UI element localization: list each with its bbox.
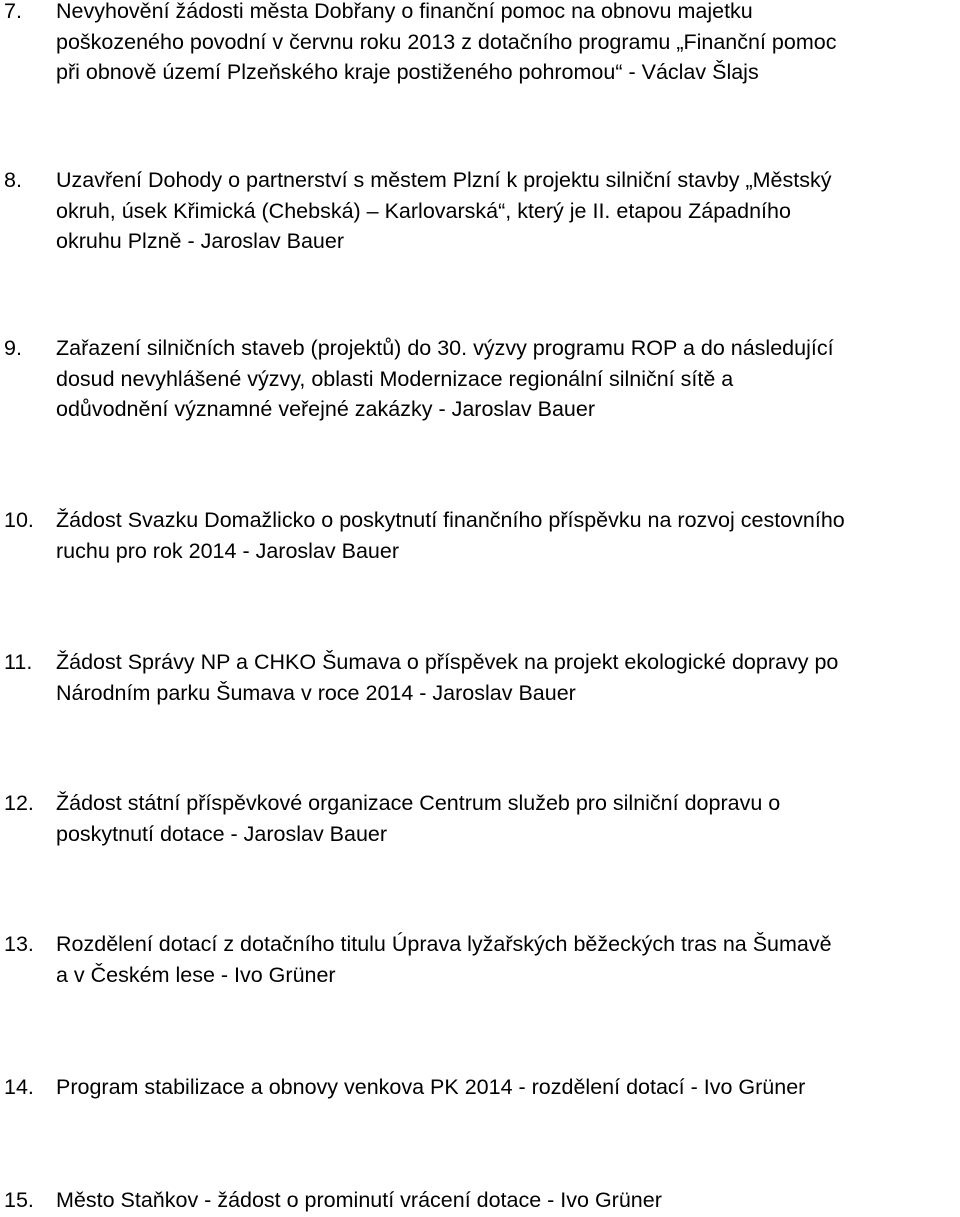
item-text-line: Rozdělení dotací z dotačního titulu Úprava lyžařských běžeckých tras na Šumavě bbox=[56, 932, 832, 956]
item-text-line: Nevyhovění žádosti města Dobřany o finanční pomoc na obnovu majetku bbox=[56, 0, 753, 23]
item-number: 8. bbox=[4, 168, 22, 192]
item-number: 12. bbox=[4, 791, 34, 815]
item-number: 11. bbox=[4, 650, 33, 674]
item-text-line: Zařazení silničních staveb (projektů) do 30. výzvy programu ROP a do následující bbox=[56, 336, 834, 360]
item-text-line: Program stabilizace a obnovy venkova PK 2014 - rozdělení dotací - Ivo Grüner bbox=[56, 1075, 806, 1099]
item-text-line: okruhu Plzně - Jaroslav Bauer bbox=[56, 229, 345, 253]
item-text bbox=[56, 505, 958, 566]
item-text bbox=[56, 1072, 958, 1103]
item-text bbox=[56, 333, 958, 425]
agenda-item-10 bbox=[0, 505, 958, 566]
agenda-item-9 bbox=[0, 333, 958, 425]
item-text-line: Žádost Správy NP a CHKO Šumava o příspěvek na projekt ekologické dopravy po bbox=[56, 650, 839, 674]
item-text bbox=[56, 165, 958, 257]
agenda-item-11 bbox=[0, 647, 958, 708]
item-number: 13. bbox=[4, 932, 34, 956]
item-text bbox=[56, 929, 958, 990]
item-number: 9. bbox=[4, 336, 22, 360]
item-text bbox=[56, 0, 958, 88]
item-number: 10. bbox=[4, 508, 34, 532]
item-text bbox=[56, 647, 958, 708]
item-text-line: poškozeného povodní v červnu roku 2013 z dotačního programu „Finanční pomoc bbox=[56, 29, 837, 54]
agenda-item-15 bbox=[0, 1185, 958, 1216]
agenda-item-8 bbox=[0, 165, 958, 257]
item-text-line: okruh, úsek Křimická (Chebská) – Karlovarská“, který je II. etapou Západního bbox=[56, 198, 791, 223]
agenda-item-7 bbox=[0, 0, 958, 88]
agenda-item-12 bbox=[0, 788, 958, 849]
item-text-line: Žádost státní příspěvkové organizace Centrum služeb pro silniční dopravu o bbox=[56, 791, 781, 815]
item-text-line: ruchu pro rok 2014 - Jaroslav Bauer bbox=[56, 538, 399, 563]
item-text-line: dosud nevyhlášené výzvy, oblasti Modernizace regionální silniční sítě a bbox=[56, 366, 734, 391]
item-text-line: Uzavření Dohody o partnerství s městem Plzní k projektu silniční stavby „Městský bbox=[56, 168, 832, 192]
agenda-item-13 bbox=[0, 929, 958, 990]
item-text-line: při obnově území Plzeňského kraje postiženého pohromou“ - Václav Šlajs bbox=[56, 60, 759, 84]
agenda-item-14 bbox=[0, 1072, 958, 1103]
item-text bbox=[56, 788, 958, 849]
item-number: 14. bbox=[4, 1075, 34, 1099]
item-number: 15. bbox=[4, 1188, 34, 1212]
item-number: 7. bbox=[4, 0, 22, 23]
item-text-line: Národním parku Šumava v roce 2014 - Jaroslav Bauer bbox=[56, 680, 576, 705]
item-text bbox=[56, 1185, 958, 1216]
item-text-line: a v Českém lese - Ivo Grüner bbox=[56, 962, 336, 987]
item-text-line: Město Staňkov - žádost o prominutí vrácení dotace - Ivo Grüner bbox=[56, 1188, 662, 1212]
item-text-line: poskytnutí dotace - Jaroslav Bauer bbox=[56, 821, 388, 846]
item-text-line: Žádost Svazku Domažlicko o poskytnutí finančního příspěvku na rozvoj cestovního bbox=[56, 508, 845, 532]
item-text-line: odůvodnění významné veřejné zakázky - Jaroslav Bauer bbox=[56, 397, 595, 421]
